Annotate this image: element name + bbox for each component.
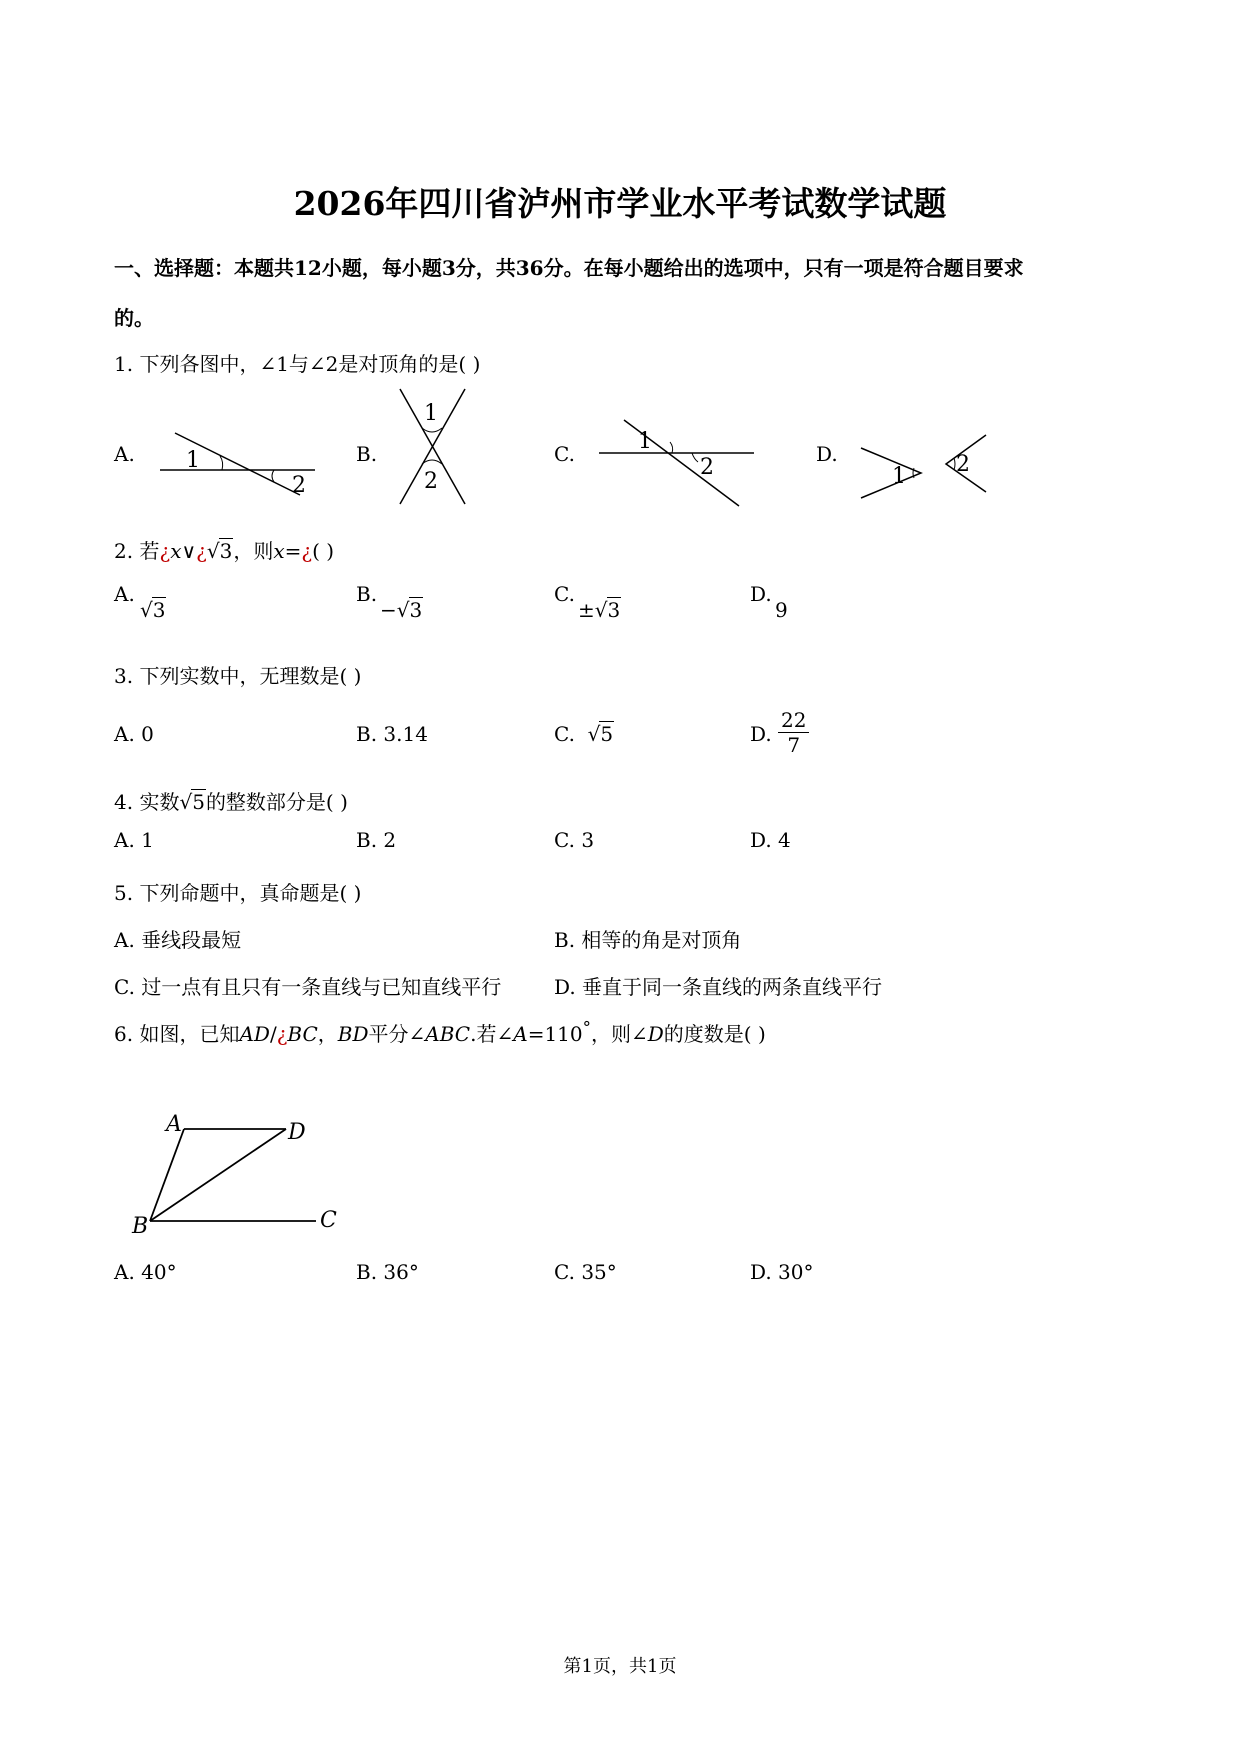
q6-figure	[120, 1105, 360, 1235]
page-footer: 第1页，共1页	[563, 1656, 677, 1677]
q6-label-c: C	[320, 1208, 337, 1233]
q3-option-b: B. 3.14	[356, 722, 428, 746]
page-title: 2026年四川省泸州市学业水平考试数学试题	[293, 184, 947, 223]
q3-option-d-fraction: $\frac{22}{7}$	[778, 708, 809, 757]
q5-option-c: C. 过一点有且只有一条直线与已知直线平行	[114, 975, 502, 999]
q3-stem: 3. 下列实数中，无理数是( )	[114, 664, 362, 688]
q1c-angle1-label: 1	[638, 429, 652, 454]
q2-option-a-value: √3	[140, 598, 166, 622]
q1-option-d-label: D.	[816, 442, 838, 466]
q5-option-d: D. 垂直于同一条直线的两条直线平行	[554, 975, 883, 999]
q6-option-d: D. 30°	[750, 1260, 814, 1284]
q2-option-b-value: −√3	[380, 598, 423, 622]
q1-stem: 1. 下列各图中，∠1与∠2是对顶角的是( )	[114, 352, 481, 376]
q1a-angle2-label: 2	[292, 473, 306, 498]
q6-option-a: A. 40°	[114, 1260, 177, 1284]
q3-option-d-label: D.	[750, 722, 772, 746]
q1d-angle1-label: 1	[892, 464, 906, 489]
section-heading-line1: 一、选择题：本题共12小题，每小题3分，共36分。在每小题给出的选项中，只有一项是符合题目要求	[114, 256, 1024, 280]
q3-option-a: A. 0	[114, 722, 154, 746]
q1-figure-a	[150, 420, 330, 500]
q5-option-a: A. 垂线段最短	[114, 928, 242, 952]
q2-option-d-label: D.	[750, 582, 772, 606]
q4-stem: 4. 实数√5的整数部分是( )	[114, 790, 348, 814]
q2-option-b-label: B.	[356, 582, 378, 606]
q1b-angle1-label: 1	[424, 401, 438, 426]
q2-option-a-label: A.	[114, 582, 135, 606]
q5-option-b: B. 相等的角是对顶角	[554, 928, 742, 952]
q2-stem: 2. 若¿x∨¿√3，则x=¿( )	[114, 539, 335, 563]
q4-option-d: D. 4	[750, 828, 791, 852]
q2-option-c-label: C.	[554, 582, 575, 606]
q1-option-b-label: B.	[356, 442, 378, 466]
q4-option-a: A. 1	[114, 828, 154, 852]
q1-option-a-label: A.	[114, 442, 135, 466]
q1c-angle2-label: 2	[700, 455, 714, 480]
q6-label-a: A	[166, 1112, 182, 1137]
q6-label-d: D	[288, 1120, 306, 1145]
section-heading-line2: 的。	[114, 306, 154, 330]
q5-stem: 5. 下列命题中，真命题是( )	[114, 881, 362, 905]
q2-option-c-value: ±√3	[578, 598, 621, 622]
q1b-angle2-label: 2	[424, 469, 438, 494]
q1-option-c-label: C.	[554, 442, 575, 466]
q1-figure-d	[856, 430, 1006, 510]
q6-option-c: C. 35°	[554, 1260, 617, 1284]
q3-option-c: C. √5	[554, 722, 614, 746]
q1-figure-b	[390, 384, 480, 510]
q1-figure-c	[594, 410, 764, 510]
q2-option-d-value: 9	[775, 598, 788, 622]
q1d-angle2-label: 2	[956, 452, 970, 477]
q6-stem: 6. 如图，已知AD/¿BC，BD平分∠ABC.若∠A=110°，则∠D的度数是( )	[114, 1018, 766, 1046]
q1a-angle1-label: 1	[186, 448, 200, 473]
q4-option-c: C. 3	[554, 828, 595, 852]
q6-label-b: B	[132, 1214, 149, 1235]
q4-option-b: B. 2	[356, 828, 397, 852]
q6-option-b: B. 36°	[356, 1260, 419, 1284]
